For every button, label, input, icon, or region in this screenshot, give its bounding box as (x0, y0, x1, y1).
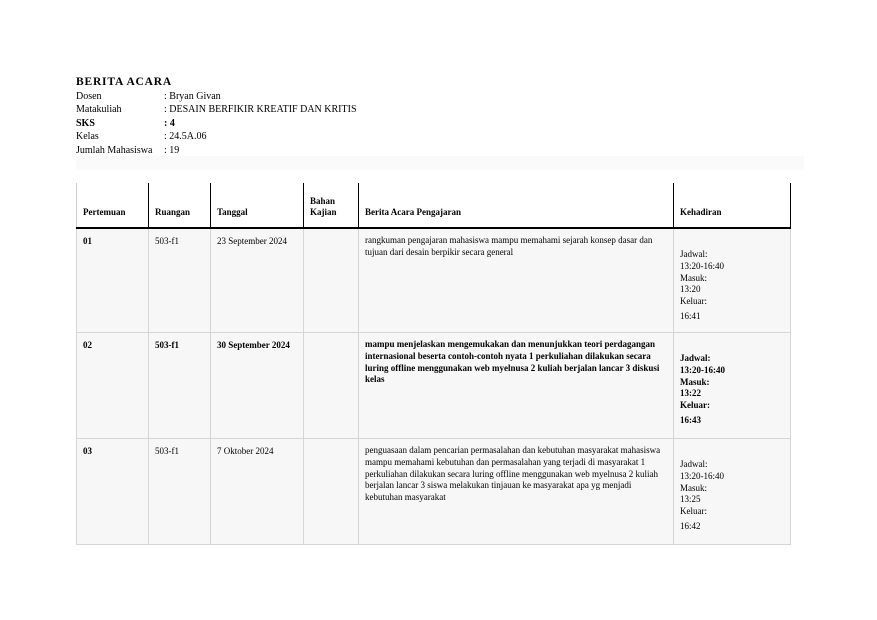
masuk-label: Masuk: (680, 376, 710, 387)
cell-berita-acara: rangkuman pengajaran mahasiswa mampu memahami sejarah konsep dasar dan tujuan dari desain berpikir secara general (359, 228, 674, 333)
cell-bahan-kajian (304, 439, 359, 545)
table-header-row (77, 183, 791, 228)
cell-kehadiran (674, 228, 791, 333)
keluar-label: Keluar: (680, 400, 710, 411)
meta-row-dosen (76, 90, 357, 103)
table-row (77, 333, 791, 439)
keluar-value: 16:43 (680, 414, 701, 425)
meta-value: : 24.5A.06 (164, 131, 207, 143)
meta-value: : Bryan Givan (164, 91, 221, 102)
cell-tanggal: 23 September 2024 (211, 228, 304, 333)
meta-label: Dosen (76, 91, 102, 102)
cell-pertemuan: 01 (77, 228, 149, 333)
meta-label: SKS (76, 117, 95, 129)
cell-tanggal: 7 Oktober 2024 (211, 439, 304, 545)
keluar-value: 16:41 (680, 310, 701, 321)
cell-ruangan: 503-f1 (149, 439, 211, 545)
section-divider (76, 156, 804, 170)
header-kehadiran: Kehadiran (674, 183, 791, 228)
masuk-value: 13:22 (680, 388, 701, 399)
header-tanggal: Tanggal (211, 183, 304, 228)
keluar-label: Keluar: (680, 506, 707, 517)
jadwal-value: 13:20-16:40 (680, 260, 724, 271)
meta-row-kelas (76, 130, 357, 143)
keluar-value: 16:42 (680, 520, 701, 531)
header-ruangan: Ruangan (149, 183, 211, 228)
jadwal-label: Jadwal: (680, 249, 708, 259)
meta-label: Jumlah Mahasiswa (76, 144, 153, 156)
cell-berita-acara: penguasaan dalam pencarian permasalahan dan kebutuhan masyarakat mahasiswa mampu memahami kebutuhan dan permasalahan yang terjadi di masyarakat 1 perkuliahan dilakukan secara luring offline menggunakan web myelnusa 2 kuliah berjalan lancar 3 siswa melakukan tinjauan ke masyarakat apa yg menjadi kebutuhan masyarakat (359, 439, 674, 545)
berita-acara-table (76, 183, 790, 545)
table-row (77, 439, 791, 545)
cell-pertemuan: 03 (77, 439, 149, 545)
jadwal-value: 13:20-16:40 (680, 470, 724, 481)
meta-label: Kelas (76, 131, 99, 143)
meta-row-matakuliah (76, 103, 357, 116)
keluar-label: Keluar: (680, 296, 707, 307)
jadwal-label: Jadwal: (680, 459, 708, 469)
masuk-value: 13:25 (680, 494, 701, 505)
meta-value: : DESAIN BERFIKIR KREATIF DAN KRITIS (164, 104, 357, 116)
table-row (77, 228, 791, 333)
cell-ruangan: 503-f1 (149, 228, 211, 333)
cell-bahan-kajian (304, 333, 359, 439)
masuk-value: 13:20 (680, 284, 701, 295)
jadwal-value: 13:20-16:40 (680, 364, 725, 375)
meta-value: : 19 (164, 144, 180, 156)
jadwal-label: Jadwal: (680, 353, 711, 363)
cell-tanggal: 30 September 2024 (211, 333, 304, 439)
cell-pertemuan: 02 (77, 333, 149, 439)
masuk-label: Masuk: (680, 482, 707, 493)
cell-kehadiran (674, 439, 791, 545)
header-pertemuan: Pertemuan (77, 183, 149, 228)
meta-row-sks (76, 117, 357, 130)
header-bahan-kajian: Bahan Kajian (304, 183, 359, 228)
masuk-label: Masuk: (680, 272, 707, 283)
meta-value: : 4 (164, 117, 175, 129)
cell-berita-acara: mampu menjelaskan mengemukakan dan menunjukkan teori perdagangan internasional beserta contoh-contoh nyata 1 perkuliahan dilakukan secara luring offline menggunakan web myelnusa 2 kuliah berjalan lancar 3 diskusi kelas (359, 333, 674, 439)
cell-bahan-kajian (304, 228, 359, 333)
meta-label: Matakuliah (76, 104, 122, 116)
document-meta (76, 90, 357, 157)
cell-kehadiran (674, 333, 791, 439)
cell-ruangan: 503-f1 (149, 333, 211, 439)
document-title: BERITA ACARA (76, 76, 172, 88)
header-berita-acara: Berita Acara Pengajaran (359, 183, 674, 228)
